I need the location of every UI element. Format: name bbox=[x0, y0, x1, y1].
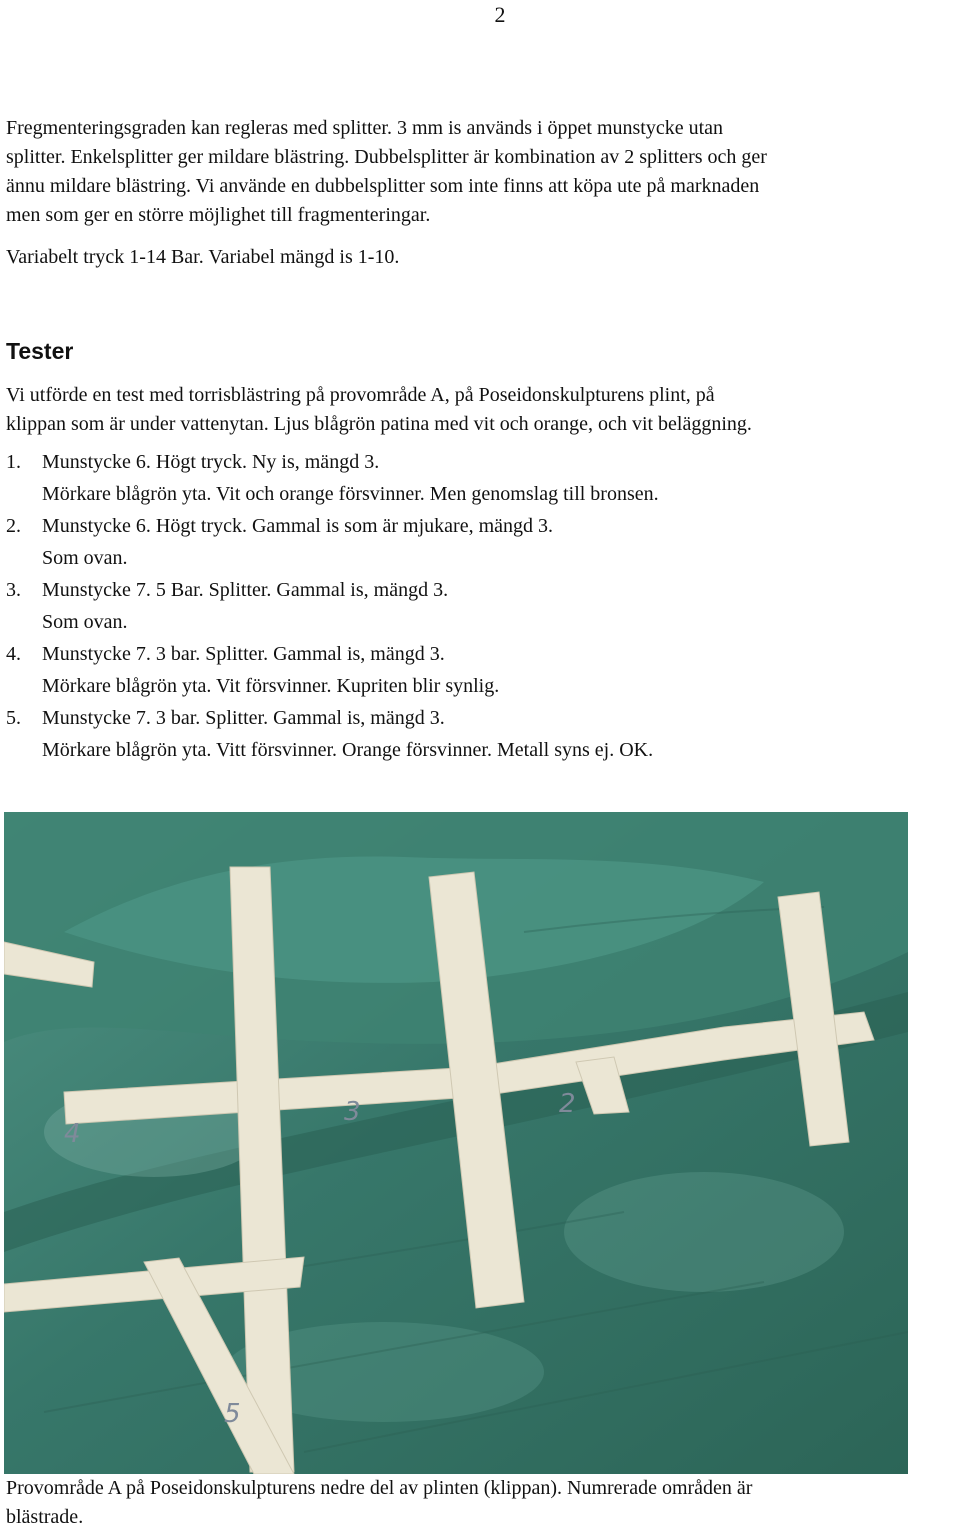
intro-paragraph bbox=[6, 114, 958, 230]
intro-line: ännu mildare blästring. Vi använde en dubbelsplitter som inte finns att köpa ute på marknaden bbox=[6, 175, 760, 197]
test-item bbox=[6, 510, 659, 574]
test-item bbox=[6, 702, 659, 766]
test-item bbox=[6, 574, 659, 638]
tape-number: 4 bbox=[64, 1119, 81, 1149]
test-settings: Munstycke 7. 3 bar. Splitter. Gammal is, mängd 3. bbox=[42, 707, 445, 729]
test-number: 2. bbox=[6, 515, 21, 537]
test-settings: Munstycke 6. Högt tryck. Ny is, mängd 3. bbox=[42, 451, 380, 473]
caption-line: blästrade. bbox=[6, 1506, 84, 1528]
test-list bbox=[6, 446, 659, 766]
test-result: Som ovan. bbox=[42, 611, 128, 633]
patina-photo-illustration bbox=[4, 812, 908, 1474]
test-result: Mörkare blågrön yta. Vit och orange försvinner. Men genomslag till bronsen. bbox=[42, 483, 659, 505]
test-number: 1. bbox=[6, 451, 21, 473]
test-result: Som ovan. bbox=[42, 547, 128, 569]
light-patina-patch bbox=[564, 1172, 844, 1292]
intro-line: Fregmenteringsgraden kan regleras med splitter. 3 mm is används i öppet munstycke utan bbox=[6, 117, 724, 139]
tester-intro bbox=[6, 381, 958, 439]
intro-line: men som ger en större möjlighet till fragmenteringar. bbox=[6, 204, 431, 226]
page-number: 2 bbox=[494, 2, 506, 27]
test-result: Mörkare blågrön yta. Vit försvinner. Kupriten blir synlig. bbox=[42, 675, 500, 697]
tester-intro-line: klippan som är under vattenytan. Ljus blågrön patina med vit och orange, och vit beläggning. bbox=[6, 413, 752, 435]
tape-number: 2 bbox=[559, 1089, 576, 1119]
test-number: 4. bbox=[6, 643, 21, 665]
test-settings: Munstycke 7. 3 bar. Splitter. Gammal is, mängd 3. bbox=[42, 643, 445, 665]
tester-intro-line: Vi utförde en test med torrisblästring på provområde A, på Poseidonskulpturens plint, på bbox=[6, 384, 715, 406]
test-number: 3. bbox=[6, 579, 21, 601]
caption-line: Provområde A på Poseidonskulpturens nedre del av plinten (klippan). Numrerade områden är bbox=[6, 1477, 753, 1499]
test-settings: Munstycke 7. 5 Bar. Splitter. Gammal is, mängd 3. bbox=[42, 579, 449, 601]
test-area-photo bbox=[4, 812, 908, 1474]
test-result: Mörkare blågrön yta. Vitt försvinner. Orange försvinner. Metall syns ej. OK. bbox=[42, 739, 654, 761]
test-settings: Munstycke 6. Högt tryck. Gammal is som är mjukare, mängd 3. bbox=[42, 515, 554, 537]
photo-caption bbox=[6, 1474, 958, 1532]
test-number: 5. bbox=[6, 707, 21, 729]
test-item bbox=[6, 446, 659, 510]
intro-line: splitter. Enkelsplitter ger mildare blästring. Dubbelsplitter är kombination av 2 splitters och ger bbox=[6, 146, 767, 168]
tester-heading: Tester bbox=[6, 338, 74, 364]
tape-number: 5 bbox=[224, 1399, 241, 1429]
tape-number: 3 bbox=[344, 1097, 361, 1127]
pressure-line: Variabelt tryck 1-14 Bar. Variabel mängd is 1-10. bbox=[6, 246, 400, 268]
test-item bbox=[6, 638, 659, 702]
